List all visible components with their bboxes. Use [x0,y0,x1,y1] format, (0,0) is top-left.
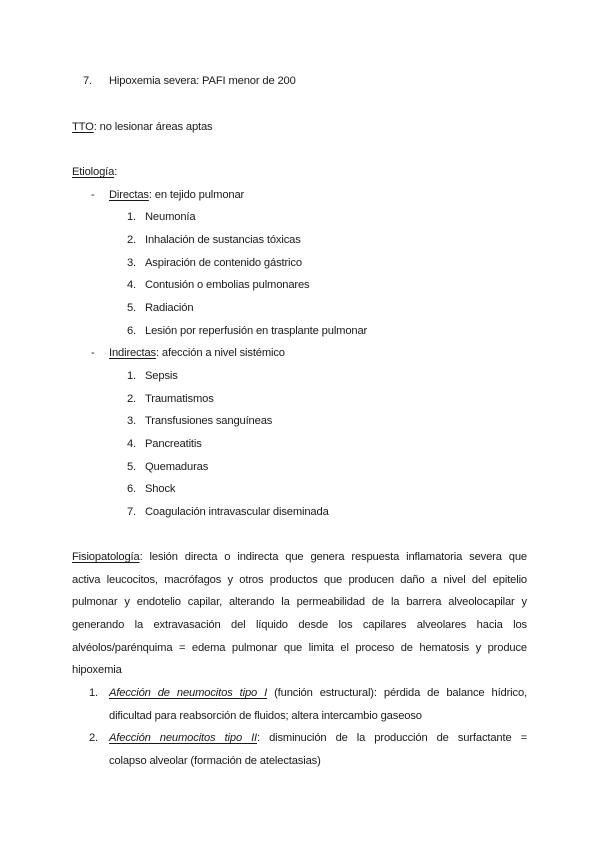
list-item-text: Neumonía [145,211,196,223]
etiologia-label: Etiología [72,166,115,178]
list-item-text: Pancreatitis [145,438,202,450]
fisio-item-line [109,686,527,700]
fisio-item-text: (función estructural): pérdida de balance hídrico, [267,687,527,699]
list-item-text: Sepsis [145,370,178,382]
list-number: 4. [126,438,136,450]
indirectas-text: : afección a nivel sistémico [156,347,285,359]
list-number: 2. [126,393,136,405]
list-number: 3. [126,415,136,427]
fisio-item-label: Afección neumocitos tipo II [109,732,258,744]
bullet-dash: - [91,189,95,201]
tto-text: : no lesionar áreas aptas [93,121,213,133]
fisio-item-line [109,731,527,745]
paragraph-line: alvéolos/parénquima = edema pulmonar que limita el proceso de hematosis y produce [72,642,527,654]
paragraph-line: pulmonar y endotelio capilar, alterando la permeabilidad de la barrera alveolocapilar y [72,596,527,608]
list-item-text: Quemaduras [145,461,209,473]
directas-line [109,188,244,202]
list-number: 6. [126,483,136,495]
list-item-text: Coagulación intravascular diseminada [145,506,329,518]
fisio-item-continuation: colapso alveolar (formación de atelectasias) [109,755,321,767]
list-number: 4. [126,279,136,291]
list-number: 2. [88,732,98,744]
directas-label: Directas [109,189,149,201]
paragraph-line [72,550,527,564]
fisio-item-label: Afección de neumocitos tipo I [109,687,268,699]
list-number: 6. [126,325,136,337]
heading-colon: : [114,166,118,178]
directas-text: : en tejido pulmonar [148,189,245,201]
paragraph-line: hipoxemia [72,664,122,676]
list-number: 2. [126,234,136,246]
bullet-dash: - [91,347,95,359]
indirectas-label: Indirectas [109,347,157,359]
list-number: 1. [126,211,136,223]
list-item-text: Aspiración de contenido gástrico [145,257,302,269]
paragraph-line: activa leucocitos, macrófagos y otros productos que producen daño a nivel del epitelio [72,574,527,586]
paragraph-text: : lesión directa o indirecta que genera respuesta inflamatoria severa que [139,551,527,563]
indirectas-line [109,346,285,360]
list-number: 1. [126,370,136,382]
list-item-text: Lesión por reperfusión en trasplante pulmonar [145,325,368,337]
list-item-text: Contusión o embolias pulmonares [145,279,310,291]
tto-line [72,120,213,134]
list-item-text: Traumatismos [145,393,214,405]
list-number: 5. [126,302,136,314]
list-item-text: Transfusiones sanguíneas [145,415,273,427]
list-number: 7. [126,506,136,518]
list-number: 7. [82,75,92,87]
list-item-text: Hipoxemia severa: PAFI menor de 200 [109,75,296,87]
paragraph-line: generando la extravasación del líquido desde los capilares alveolares hacia los [72,619,527,631]
fisiopatologia-label: Fisiopatología [72,551,140,563]
list-item-text: Shock [145,483,176,495]
list-number: 5. [126,461,136,473]
list-item-text: Inhalación de sustancias tóxicas [145,234,301,246]
etiologia-heading [72,165,117,179]
fisio-item-text: : disminución de la producción de surfactante = [257,732,527,744]
fisio-item-continuation: dificultad para reabsorción de fluidos; altera intercambio gaseoso [109,710,422,722]
list-number: 1. [88,687,98,699]
list-number: 3. [126,257,136,269]
tto-label: TTO [72,121,94,133]
list-item-text: Radiación [145,302,194,314]
